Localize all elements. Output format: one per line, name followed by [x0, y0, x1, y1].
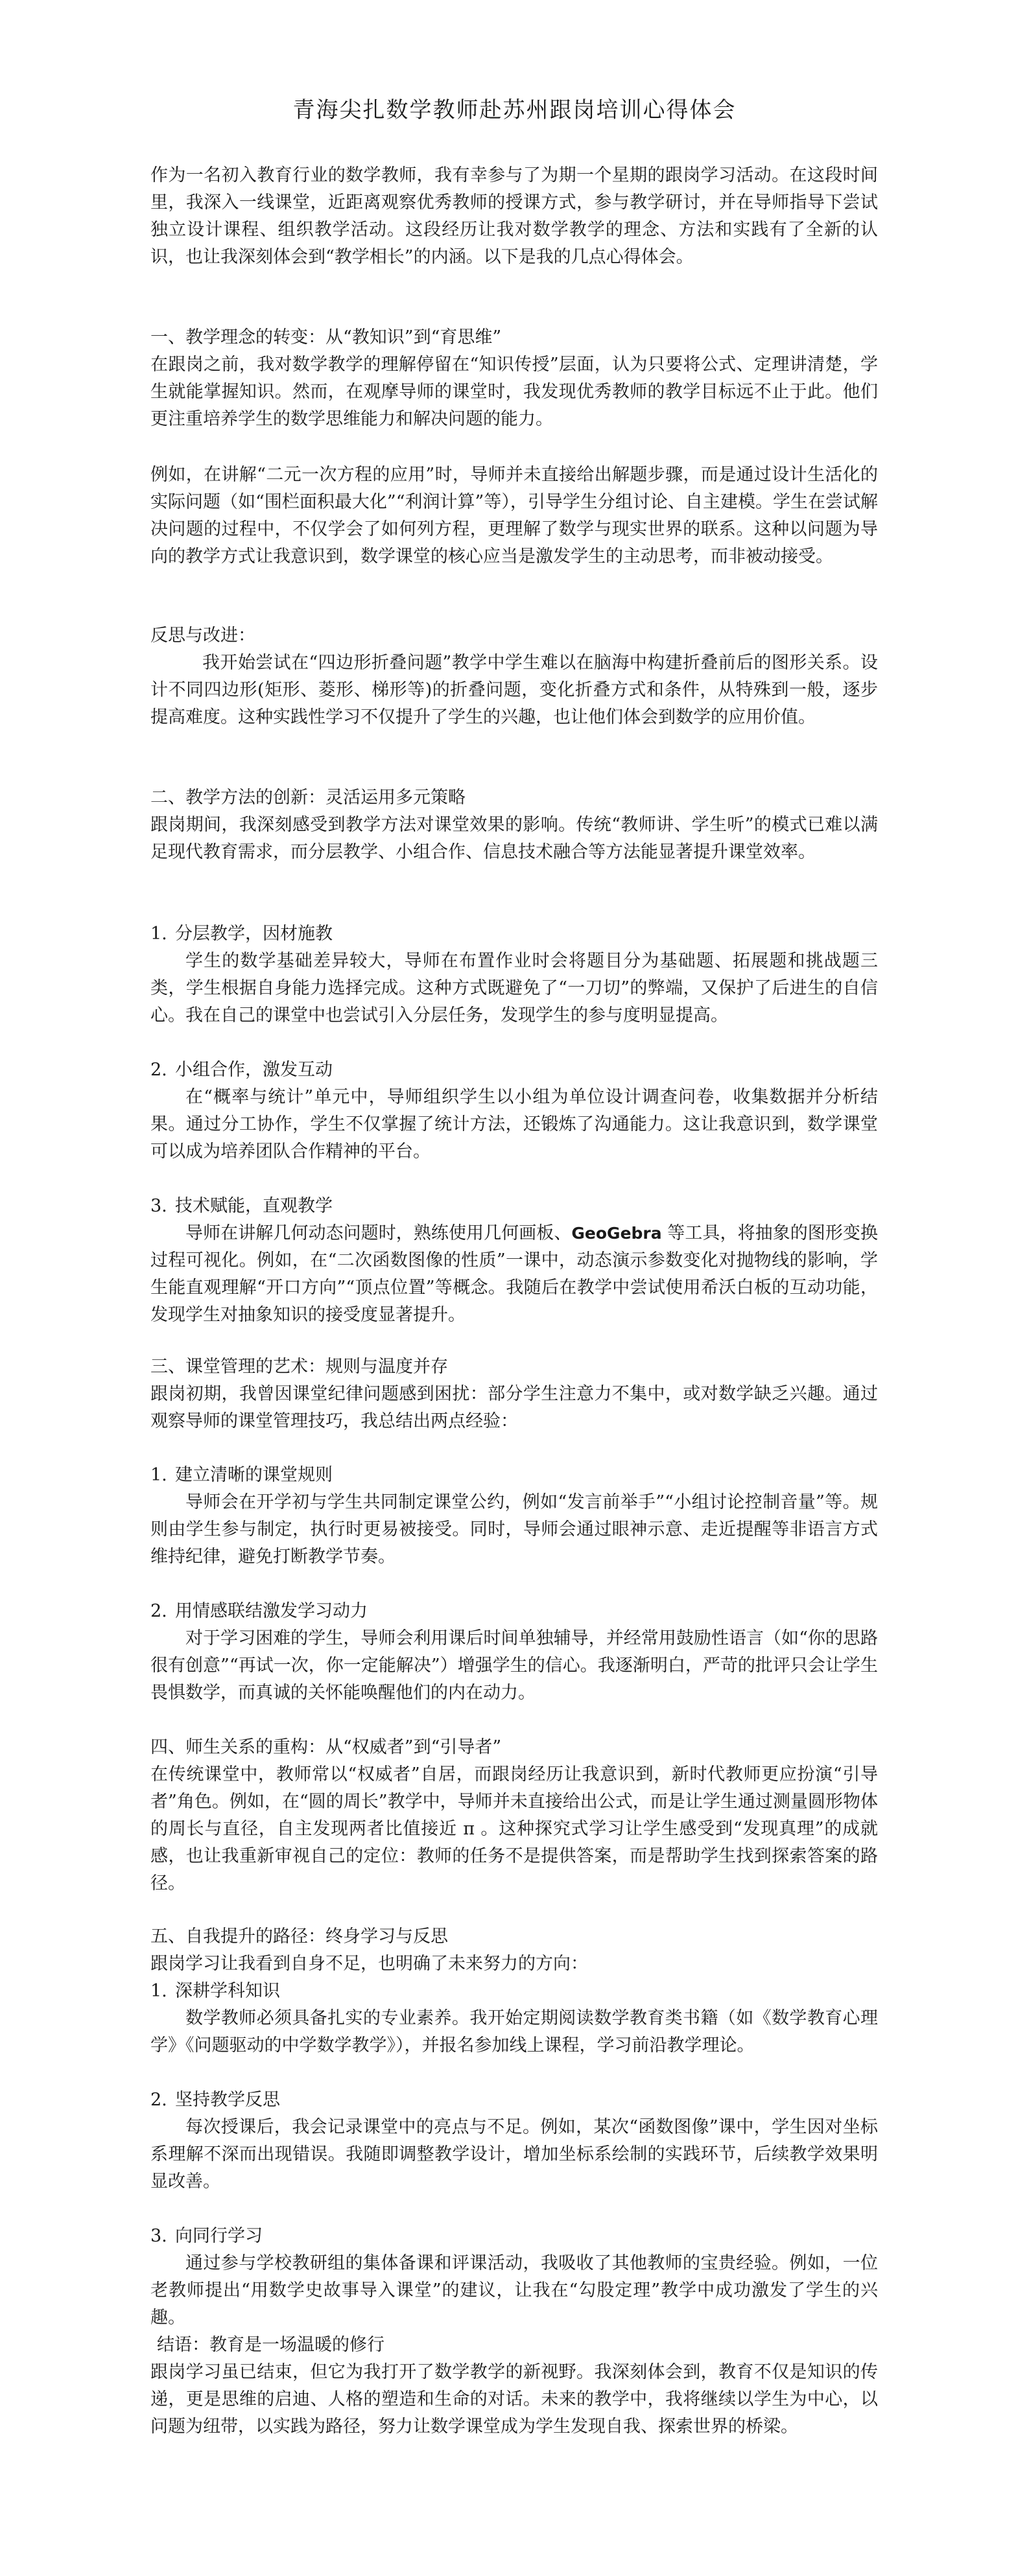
- item-title: 坚持教学反思: [175, 2090, 280, 2110]
- section-2-item-2-title: [150, 1057, 878, 1084]
- section-4-paragraph: 在传统课堂中，教师常以“权威者”自居，而跟岗经历让我意识到，新时代教师更应扮演“引导者”角色。例如，在“圆的周长”教学中，导师并未直接给出公式，而是让学生通过测量圆形物体的周长与直径，自主发现两者比值接近 π 。这种探究式学习让学生感受到“发现真理”的成就感，也让我重新审视自己的定位：教师的任务不是提供答案，而是帮助学生找到探索答案的路径。: [150, 1764, 878, 1893]
- section-2-item-3-title: [150, 1193, 878, 1220]
- item-title: 分层教学，因材施教: [175, 924, 333, 944]
- item-number: 3.: [150, 2226, 167, 2246]
- section-2-heading: 二、教学方法的创新：灵活运用多元策略: [150, 788, 466, 808]
- section-2-item-1-text: 学生的数学基础差异较大，导师在布置作业时会将题目分为基础题、拓展题和挑战题三类，学生根据自身能力选择完成。这种方式既避免了“一刀切”的弊端，又保护了后进生的自信心。我在自己的课堂中也尝试引入分层任务，发现学生的参与度明显提高。: [150, 951, 878, 1025]
- item-title: 用情感联结激发学习动力: [175, 1601, 368, 1621]
- item-title: 小组合作，激发互动: [175, 1060, 333, 1080]
- section-1-reflect-paragraph: 我开始尝试在“四边形折叠问题”教学中学生难以在脑海中构建折叠前后的图形关系。设计不同四边形(矩形、菱形、梯形等)的折叠问题，变化折叠方式和条件，从特殊到一般，逐步提高难度。这种实践性学习不仅提升了学生的兴趣，也让他们体会到数学的应用价值。: [150, 653, 878, 727]
- section-2-intro: 跟岗期间，我深刻感受到教学方法对课堂效果的影响。传统“教师讲、学生听”的模式已难以满足现代教育需求，而分层教学、小组合作、信息技术融合等方法能显著提升课堂效率。: [150, 815, 878, 862]
- geogebra-term: GeoGebra: [571, 1224, 662, 1243]
- section-5-intro: 跟岗学习让我看到自身不足，也明确了未来努力的方向：: [150, 1954, 588, 1974]
- conclusion-heading: 结语：教育是一场温暖的修行: [157, 2335, 384, 2355]
- intro-paragraph: 作为一名初入教育行业的数学教师，我有幸参与了为期一个星期的跟岗学习活动。在这段时间里，我深入一线课堂，近距离观察优秀教师的授课方式，参与教学研讨，并在导师指导下尝试独立设计课程、组织教学活动。这段经历让我对数学教学的理念、方法和实践有了全新的认识，也让我深刻体会到“教学相长”的内涵。以下是我的几点心得体会。: [150, 165, 878, 267]
- item-title: 深耕学科知识: [175, 1981, 280, 2001]
- section-5-item-2-text: 每次授课后，我会记录课堂中的亮点与不足。例如，某次“函数图像”课中，学生因对坐标系理解不深而出现错误。我随即调整教学设计，增加坐标系绘制的实践环节，后续教学效果明显改善。: [150, 2117, 878, 2192]
- item-number: 2.: [150, 1060, 167, 1080]
- item-number: 1.: [150, 1981, 167, 2001]
- section-2-item-1-title: [150, 920, 878, 948]
- section-3-item-2-text: 对于学习困难的学生，导师会利用课后时间单独辅导，并经常用鼓励性语言（如“你的思路很有创意”“再试一次，你一定能解决”）增强学生的信心。我逐渐明白，严苛的批评只会让学生畏惧数学，而真诚的关怀能唤醒他们的内在动力。: [150, 1628, 878, 1703]
- section-3-item-1-text: 导师会在开学初与学生共同制定课堂公约，例如“发言前举手”“小组讨论控制音量”等。规则由学生参与制定，执行时更易被接受。同时，导师会通过眼神示意、走近提醒等非语言方式维持纪律，避免打断教学节奏。: [150, 1492, 878, 1567]
- conclusion-paragraph: 跟岗学习虽已结束，但它为我打开了数学教学的新视野。我深刻体会到，教育不仅是知识的传递，更是思维的启迪、人格的塑造和生命的对话。未来的教学中，我将继续以学生为中心，以问题为纽带，以实践为路径，努力让数学课堂成为学生发现自我、探索世界的桥梁。: [150, 2362, 878, 2437]
- section-1-paragraph-2: 例如，在讲解“二元一次方程的应用”时，导师并未直接给出解题步骤，而是通过设计生活化的实际问题（如“围栏面积最大化”“利润计算”等），引导学生分组讨论、自主建模。学生在尝试解决问题的过程中，不仅学会了如何列方程，更理解了数学与现实世界的联系。这种以问题为导向的教学方式让我意识到，数学课堂的核心应当是激发学生的主动思考，而非被动接受。: [150, 465, 878, 567]
- section-1-paragraph-1: 在跟岗之前，我对数学教学的理解停留在“知识传授”层面，认为只要将公式、定理讲清楚，学生就能掌握知识。然而，在观摩导师的课堂时，我发现优秀教师的教学目标远不止于此。他们更注重培养学生的数学思维能力和解决问题的能力。: [150, 355, 878, 429]
- item-number: 1.: [150, 924, 167, 944]
- item-number: 2.: [150, 2090, 167, 2110]
- item-number: 1.: [150, 1465, 167, 1485]
- section-3-heading: 三、课堂管理的艺术：规则与温度并存: [150, 1357, 448, 1377]
- section-1-reflect-heading: 反思与改进：: [150, 626, 255, 646]
- section-3-item-1-title: [150, 1462, 878, 1489]
- item-title: 技术赋能，直观教学: [175, 1196, 333, 1216]
- item-number: 3.: [150, 1196, 167, 1216]
- section-2-item-2-text: 在“概率与统计”单元中，导师组织学生以小组为单位设计调查问卷，收集数据并分析结果。通过分工协作，学生不仅掌握了统计方法，还锻炼了沟通能力。这让我意识到，数学课堂可以成为培养团队合作精神的平台。: [150, 1087, 878, 1162]
- section-5-item-2-title: [150, 2087, 878, 2114]
- item-number: 2.: [150, 1601, 167, 1621]
- section-5-item-1-title: [150, 1978, 878, 2005]
- item-title: 向同行学习: [175, 2226, 263, 2246]
- item-text-part-1: 导师在讲解几何动态问题时，熟练使用几何画板、: [185, 1223, 572, 1243]
- section-5-item-3-title: [150, 2223, 878, 2250]
- item-text-part-2: 等工具，将抽象的图形变换过程可视化。例如，在“二次函数图像的性质”一课中，动态演示参数变化对抛物线的影响，学生能直观理解“开口方向”“顶点位置”等概念。我随后在教学中尝试使用希沃白板的互动功能，发现学生对抽象知识的接受度显著提升。: [150, 1223, 878, 1325]
- section-5-item-1-text: 数学教师必须具备扎实的专业素养。我开始定期阅读数学教育类书籍（如《数学教育心理学》《问题驱动的中学数学教学》），并报名参加线上课程，学习前沿教学理论。: [150, 2008, 878, 2055]
- section-3-item-2-title: [150, 1598, 878, 1625]
- section-2-item-3-text: [150, 1220, 878, 1329]
- item-title: 建立清晰的课堂规则: [175, 1465, 333, 1485]
- section-4-heading: 四、师生关系的重构：从“权威者”到“引导者”: [150, 1737, 502, 1757]
- section-5-heading: 五、自我提升的路径：终身学习与反思: [150, 1926, 448, 1947]
- section-1-heading: 一、教学理念的转变：从“教知识”到“育思维”: [150, 327, 502, 347]
- page-title: 青海尖扎数学教师赴苏州跟岗培训心得体会: [292, 97, 737, 123]
- section-5-item-3-text: 通过参与学校教研组的集体备课和评课活动，我吸收了其他教师的宝贵经验。例如，一位老教师提出“用数学史故事导入课堂”的建议，让我在“勾股定理”教学中成功激发了学生的兴趣。: [150, 2253, 878, 2328]
- section-3-intro: 跟岗初期，我曾因课堂纪律问题感到困扰：部分学生注意力不集中，或对数学缺乏兴趣。通过观察导师的课堂管理技巧，我总结出两点经验：: [150, 1384, 878, 1431]
